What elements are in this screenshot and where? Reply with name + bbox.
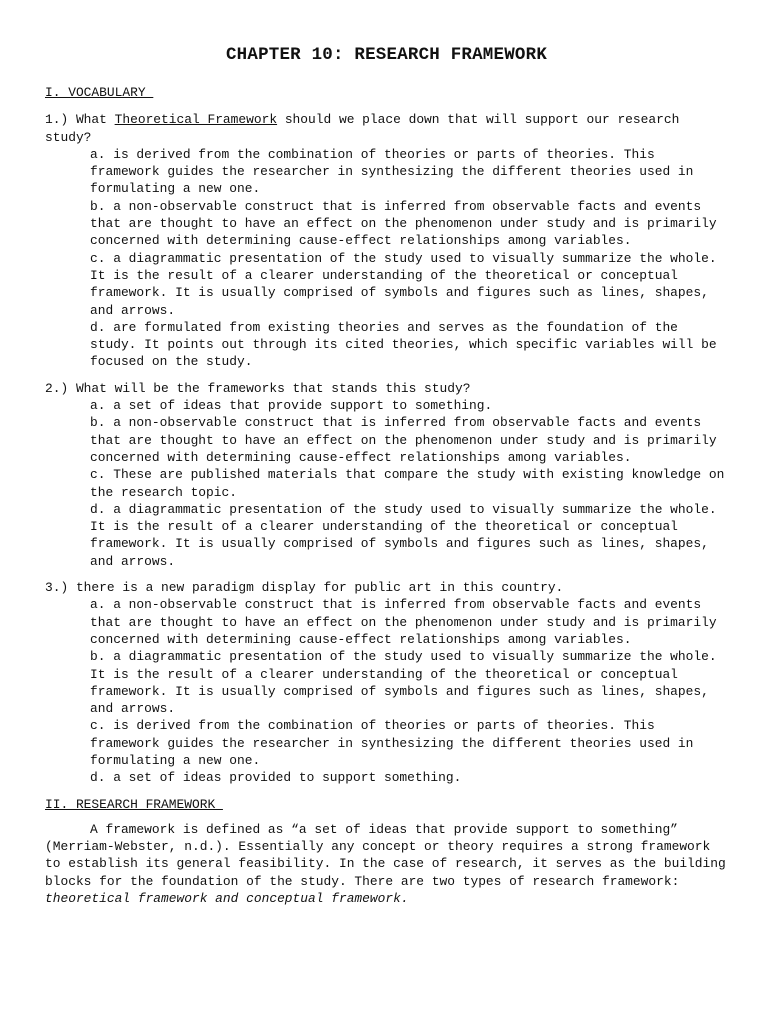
research-framework-section	[45, 796, 728, 908]
page-title	[45, 44, 728, 66]
question-stem: 2.) What will be the frameworks that stands this study?	[45, 380, 471, 396]
option-list	[45, 146, 728, 371]
option-d: d. are formulated from existing theories and serves as the foundation of the study. It points out through its cited theories, which specific variables will be focused on the study.	[90, 319, 717, 370]
question-rest: should we place down that will support our research study?	[45, 112, 680, 145]
question-stem: 3.) there is a new paradigm display for public art in this country.	[45, 580, 564, 596]
question-stem	[45, 111, 728, 146]
paragraph-italic: theoretical framework and conceptual framework.	[45, 891, 409, 907]
option-d: d. a diagrammatic presentation of the study used to visually summarize the whole. It is the result of a clearer understanding of the theoretical or conceptual framework. It is usually comprised of symbols and figures such as lines, shapes, and arrows.	[90, 501, 717, 569]
question-term: Theoretical Framework	[114, 112, 278, 128]
option-b: b. a non-observable construct that is inferred from observable facts and events that are thought to have an effect on the phenomenon under study and is primarily concerned with determining cause-effect relationships among variables.	[90, 415, 717, 465]
option-b: b. a non-observable construct that is inferred from observable facts and events that are thought to have an effect on the phenomenon under study and is primarily concerned with determining cause-effect relationships among variables.	[90, 198, 717, 249]
option-c: c. These are published materials that compare the study with existing knowledge on the research topic.	[90, 467, 725, 500]
option-b: b. a diagrammatic presentation of the study used to visually summarize the whole. It is the result of a clearer understanding of the theoretical or conceptual framework. It is usually comprised of symbols and figures such as lines, shapes, and arrows.	[90, 649, 717, 717]
question-number: 1.) What	[45, 112, 115, 128]
option-c: c. a diagrammatic presentation of the study used to visually summarize the whole. It is the result of a clearer understanding of the theoretical or conceptual framework. It is usually comprised of symbols and figures such as lines, shapes, and arrows.	[90, 250, 717, 318]
paragraph-text: A framework is defined as “a set of ideas that provide support to something” (Merriam-Webster, n.d.). Essentially any concept or theory requires a strong framework to establish its general feasibility. In the case of research, it serves as the building blocks for the foundation of the study. There are two types of research framework:	[45, 821, 726, 889]
question-1	[45, 111, 728, 370]
option-c: c. is derived from the combination of theories or parts of theories. This framework guides the researcher in synthesizing the different theories used in formulating a new one.	[90, 718, 694, 768]
option-list	[45, 596, 728, 786]
section-heading-research-framework: II. RESEARCH FRAMEWORK	[45, 796, 223, 812]
option-a: a. a set of ideas that provide support to something.	[90, 398, 493, 414]
option-a: a. a non-observable construct that is inferred from observable facts and events that are thought to have an effect on the phenomenon under study and is primarily concerned with determining cause-effect relationships among variables.	[90, 597, 717, 647]
option-a: a. is derived from the combination of theories or parts of theories. This framework guides the researcher in synthesizing the different theories used in formulating a new one.	[90, 146, 694, 197]
option-d: d. a set of ideas provided to support something.	[90, 770, 462, 786]
option-list	[45, 397, 728, 570]
framework-definition-paragraph	[45, 821, 728, 907]
title-main: RESEARCH FRAMEWORK	[354, 45, 548, 65]
vocabulary-section	[45, 84, 728, 787]
question-3	[45, 579, 728, 787]
question-2	[45, 380, 728, 570]
title-prefix: CHAPTER 10:	[225, 45, 355, 65]
section-heading-vocabulary: I. VOCABULARY	[45, 85, 154, 100]
